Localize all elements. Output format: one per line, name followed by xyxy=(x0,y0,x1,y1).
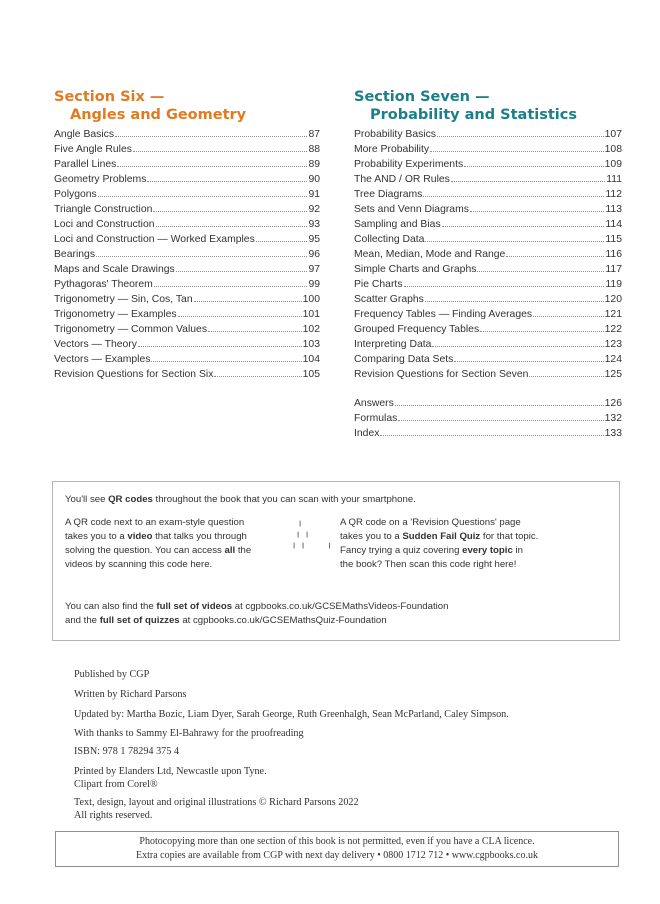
quiz-text-line-3: Fancy trying a quiz covering every topic in xyxy=(340,545,523,556)
toc-entry xyxy=(54,339,320,354)
toc-entry xyxy=(354,219,622,234)
section-seven-subtitle: Probability and Statistics xyxy=(370,107,577,123)
dot-leader xyxy=(395,405,604,406)
toc-entry-title: Trigonometry — Examples xyxy=(54,309,177,320)
quiz-text-line-4: the book? Then scan this code right here! xyxy=(340,559,517,570)
toc-entry-title: Bearings xyxy=(54,249,96,260)
toc-entry-title: Comparing Data Sets xyxy=(354,354,454,365)
video-text-line-3: solving the question. You can access all the xyxy=(65,545,252,556)
toc-entry-page: 100 xyxy=(302,294,320,305)
toc-entry-title: Sets and Venn Diagrams xyxy=(354,204,469,215)
toc-entry-page: 97 xyxy=(308,264,320,275)
toc-entry-title: Formulas xyxy=(354,413,398,424)
toc-entry xyxy=(54,294,320,309)
video-text-line-4: videos by scanning this code here. xyxy=(65,559,213,570)
dot-leader xyxy=(437,136,604,137)
toc-entry-page: 108 xyxy=(604,144,622,155)
video-text-line-1: A QR code next to an exam-style question xyxy=(65,517,245,528)
qr-code-info-box xyxy=(52,481,620,641)
toc-entry-title: Sampling and Bias xyxy=(354,219,441,230)
toc-entry xyxy=(354,174,622,189)
toc-entry xyxy=(354,354,622,369)
quiz-text-line-2: takes you to a Sudden Fail Quiz for that topic. xyxy=(340,531,539,542)
toc-entry xyxy=(354,369,622,384)
toc-entry-page: 88 xyxy=(308,144,320,155)
toc-entry-title: Probability Basics xyxy=(354,129,437,140)
toc-entry-page: 92 xyxy=(308,204,320,215)
toc-entry xyxy=(354,189,622,204)
toc-entry-page: 112 xyxy=(605,189,622,200)
toc-entry xyxy=(54,369,320,384)
dot-leader xyxy=(96,256,307,257)
toc-entry xyxy=(354,264,622,279)
toc-entry xyxy=(54,279,320,294)
toc-entry-title: More Probability xyxy=(354,144,430,155)
toc-entry-title: Collecting Data xyxy=(354,234,425,245)
dot-leader xyxy=(470,211,604,212)
dot-leader xyxy=(117,166,307,167)
toc-entry-title: Parallel Lines xyxy=(54,159,117,170)
toc-entry xyxy=(54,159,320,174)
toc-entry-title: Vectors — Theory xyxy=(54,339,137,350)
toc-entry-page: 109 xyxy=(604,159,622,170)
written-by: Written by Richard Parsons xyxy=(74,689,187,700)
toc-entry-title: Index xyxy=(354,428,380,439)
toc-entry xyxy=(54,354,320,369)
toc-entry-title: Tree Diagrams xyxy=(354,189,423,200)
notice-line-2: Extra copies are available from CGP with next day delivery • 0800 1712 712 • www.cgpbooks.co.uk xyxy=(135,850,538,861)
toc-entry-title: Five Angle Rules xyxy=(54,144,132,155)
dot-leader xyxy=(178,316,302,317)
toc-entry-page: 120 xyxy=(604,294,622,305)
toc-entry-title: The AND / OR Rules xyxy=(354,174,450,185)
printed-by: Printed by Elanders Ltd, Newcastle upon Tyne. xyxy=(74,766,267,777)
toc-entry-title: Pythagoras' Theorem xyxy=(54,279,153,290)
dot-leader xyxy=(398,420,603,421)
dot-leader xyxy=(423,196,604,197)
toc-entry xyxy=(54,264,320,279)
section-seven-column xyxy=(354,88,622,443)
dot-leader xyxy=(425,241,604,242)
toc-entry xyxy=(354,129,622,144)
dot-leader xyxy=(153,211,307,212)
clipart-credit: Clipart from Corel® xyxy=(74,779,158,790)
toc-entry-page: 113 xyxy=(605,204,622,215)
toc-entry xyxy=(54,204,320,219)
toc-entry-page: 125 xyxy=(604,369,622,380)
toc-entry xyxy=(354,398,622,413)
toc-entry-title: Pie Charts xyxy=(354,279,403,290)
toc-entry xyxy=(354,249,622,264)
dot-leader xyxy=(425,301,604,302)
toc-entry-page: 90 xyxy=(308,174,320,185)
toc-entry xyxy=(54,219,320,234)
toc-entry-page: 87 xyxy=(308,129,320,140)
toc-entry-page: 105 xyxy=(302,369,320,380)
quizzes-url-line: and the full set of quizzes at cgpbooks.co.uk/GCSEMathsQuiz-Foundation xyxy=(65,615,387,626)
toc-entry-page: 89 xyxy=(308,159,320,170)
toc-entry-title: Interpreting Data xyxy=(354,339,432,350)
toc-entry-page: 93 xyxy=(308,219,320,230)
toc-entry-title: Grouped Frequency Tables xyxy=(354,324,480,335)
dot-leader xyxy=(529,376,603,377)
toc-entry-title: Simple Charts and Graphs xyxy=(354,264,477,275)
toc-entry-page: 122 xyxy=(604,324,622,335)
published-by: Published by CGP xyxy=(74,669,150,680)
copyright: Text, design, layout and original illustrations © Richard Parsons 2022 xyxy=(74,797,359,808)
toc-entry-page: 95 xyxy=(308,234,320,245)
toc-entry xyxy=(354,144,622,159)
dot-leader xyxy=(430,151,604,152)
dot-leader xyxy=(477,271,604,272)
toc-entry-title: Loci and Construction xyxy=(54,219,155,230)
dot-leader xyxy=(156,226,308,227)
dot-leader xyxy=(533,316,604,317)
dot-leader xyxy=(138,346,302,347)
rights-reserved: All rights reserved. xyxy=(74,810,153,821)
toc-entry-page: 126 xyxy=(604,398,622,409)
toc-entry-page: 103 xyxy=(302,339,320,350)
toc-entry-title: Polygons xyxy=(54,189,97,200)
dot-leader xyxy=(506,256,604,257)
toc-entry-title: Geometry Problems xyxy=(54,174,147,185)
updated-by: Updated by: Martha Bozic, Liam Dyer, Sarah George, Ruth Greenhalgh, Sean McParland, Caley Simpson. xyxy=(74,709,509,720)
toc-entry xyxy=(354,309,622,324)
toc-entry xyxy=(54,129,320,144)
videos-url-line: You can also find the full set of videos at cgpbooks.co.uk/GCSEMathsVideos-Foundation xyxy=(65,601,449,612)
dot-leader xyxy=(480,331,604,332)
isbn: ISBN: 978 1 78294 375 4 xyxy=(74,746,179,757)
dot-leader xyxy=(208,331,302,332)
toc-entry xyxy=(354,159,622,174)
thanks: With thanks to Sammy El-Bahrawy for the proofreading xyxy=(74,728,304,739)
toc-entry-page: 133 xyxy=(604,428,622,439)
toc-entry-title: Maps and Scale Drawings xyxy=(54,264,175,275)
section-six-title: Section Six — xyxy=(54,89,165,105)
qr-code-icon[interactable]: ╵ ╵╵ ╵╵ ╵ xyxy=(291,522,336,555)
dot-leader xyxy=(133,151,307,152)
toc-entry-page: 115 xyxy=(605,234,622,245)
toc-entry-title: Mean, Median, Mode and Range xyxy=(354,249,506,260)
section-seven-title: Section Seven — xyxy=(354,89,490,105)
toc-entry-title: Vectors — Examples xyxy=(54,354,151,365)
qr-intro: You'll see QR codes throughout the book that you can scan with your smartphone. xyxy=(65,494,416,505)
toc-entry-page: 96 xyxy=(308,249,320,260)
dot-leader xyxy=(404,286,605,287)
toc-entry xyxy=(354,294,622,309)
toc-entry xyxy=(354,428,622,443)
toc-entry-page: 102 xyxy=(302,324,320,335)
section-six-column xyxy=(54,88,320,384)
toc-entry-title: Probability Experiments xyxy=(354,159,464,170)
toc-entry-title: Revision Questions for Section Six xyxy=(54,369,214,380)
dot-leader xyxy=(432,346,603,347)
section-six-subtitle: Angles and Geometry xyxy=(70,107,247,123)
video-text-line-2: takes you to a video that talks you through xyxy=(65,531,247,542)
notice-line-1: Photocopying more than one section of this book is not permitted, even if you have a CLA licence. xyxy=(139,836,535,847)
toc-entry xyxy=(354,324,622,339)
dot-leader xyxy=(380,435,603,436)
dot-leader xyxy=(176,271,308,272)
toc-entry-page: 117 xyxy=(605,264,622,275)
toc-entry-page: 107 xyxy=(604,129,622,140)
toc-entry xyxy=(54,324,320,339)
dot-leader xyxy=(214,376,301,377)
dot-leader xyxy=(194,301,302,302)
toc-entry-title: Trigonometry — Sin, Cos, Tan xyxy=(54,294,193,305)
toc-entry xyxy=(354,204,622,219)
toc-entry-title: Triangle Construction xyxy=(54,204,153,215)
toc-entry-page: 101 xyxy=(302,309,320,320)
section-six-contents xyxy=(54,129,320,384)
toc-entry-page: 114 xyxy=(605,219,622,230)
toc-entry-page: 99 xyxy=(308,279,320,290)
dot-leader xyxy=(154,286,308,287)
toc-entry-page: 111 xyxy=(606,174,622,185)
toc-entry-page: 116 xyxy=(605,249,622,260)
toc-entry xyxy=(54,309,320,324)
section-seven-contents xyxy=(354,129,622,384)
toc-entry-page: 119 xyxy=(605,279,622,290)
toc-entry-page: 132 xyxy=(604,413,622,424)
toc-entry xyxy=(54,234,320,249)
toc-entry xyxy=(354,234,622,249)
dot-leader xyxy=(98,196,308,197)
dot-leader xyxy=(147,181,307,182)
toc-entry-title: Scatter Graphs xyxy=(354,294,424,305)
toc-entry-title: Loci and Construction — Worked Examples xyxy=(54,234,255,245)
toc-entry xyxy=(54,189,320,204)
dot-leader xyxy=(256,241,308,242)
dot-leader xyxy=(451,181,605,182)
toc-entry-page: 123 xyxy=(604,339,622,350)
toc-entry xyxy=(54,144,320,159)
toc-entry-title: Trigonometry — Common Values xyxy=(54,324,208,335)
toc-entry-title: Answers xyxy=(354,398,394,409)
dot-leader xyxy=(442,226,605,227)
photocopying-notice xyxy=(55,831,619,867)
toc-entry xyxy=(54,249,320,264)
quiz-text-line-1: A QR code on a 'Revision Questions' page xyxy=(340,517,521,528)
toc-entry xyxy=(354,339,622,354)
toc-entry-page: 121 xyxy=(604,309,622,320)
dot-leader xyxy=(454,361,603,362)
back-matter-contents xyxy=(354,398,622,443)
toc-entry-title: Angle Basics xyxy=(54,129,115,140)
toc-entry xyxy=(354,279,622,294)
toc-entry xyxy=(354,413,622,428)
toc-entry-title: Frequency Tables — Finding Averages xyxy=(354,309,533,320)
dot-leader xyxy=(464,166,604,167)
dot-leader xyxy=(151,361,301,362)
dot-leader xyxy=(115,136,307,137)
toc-entry-page: 104 xyxy=(302,354,320,365)
toc-entry-title: Revision Questions for Section Seven xyxy=(354,369,529,380)
toc-entry-page: 91 xyxy=(308,189,320,200)
toc-entry xyxy=(54,174,320,189)
toc-entry-page: 124 xyxy=(604,354,622,365)
